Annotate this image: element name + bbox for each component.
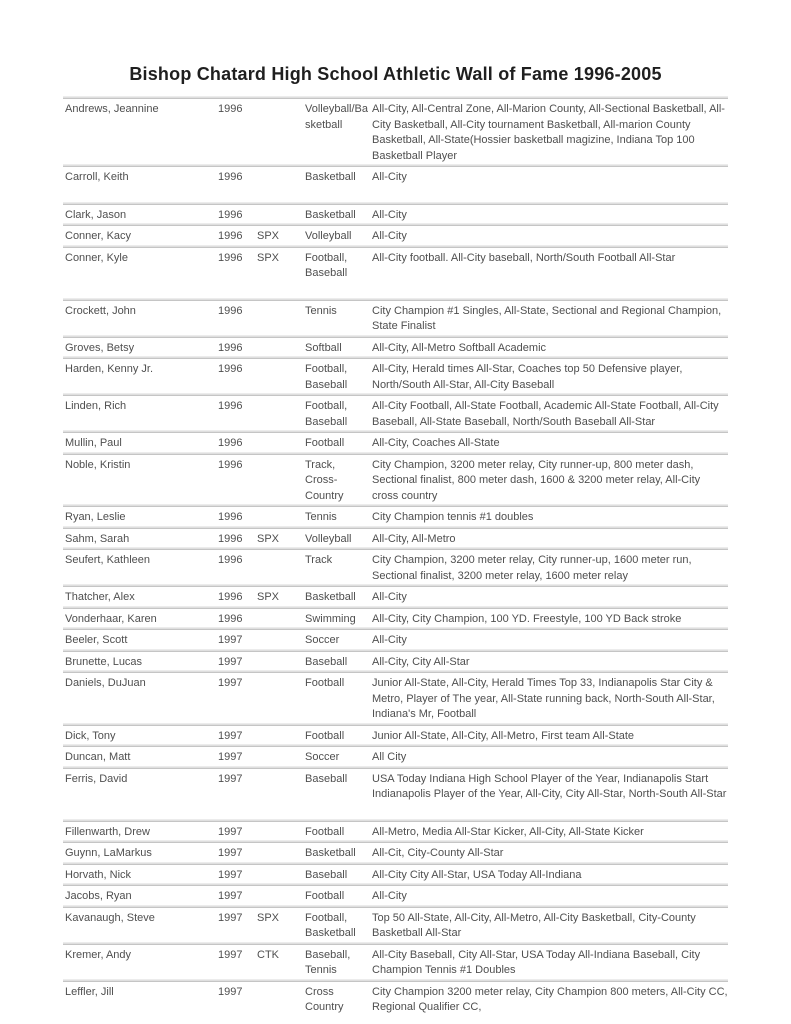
cell-honors: City Champion tennis #1 doubles: [372, 511, 534, 523]
cell-code: SPX: [257, 591, 280, 603]
cell-name: Dick, Tony: [65, 729, 116, 742]
cell-year: 1996: [218, 612, 243, 625]
table-row: [63, 819, 728, 841]
cell-honors: All-City, Coaches All-State: [372, 437, 500, 449]
cell-honors: All-Cit, City-County All-Star: [372, 847, 504, 859]
cell-honors: All-City football. All-City baseball, North/South Football All-Star: [372, 251, 676, 264]
cell-code: SPX: [257, 911, 280, 924]
cell-code: SPX: [257, 251, 280, 264]
cell-sport: Football, Baseball: [305, 363, 348, 391]
table-row: [63, 862, 728, 884]
table-row: [63, 905, 728, 942]
cell-honors: Junior All-State, All-City, Herald Times Top 33, Indianapolis Star City & Metro, Player of The year, All-State running back, North-South All-Star, Indiana's Mr, Football: [372, 677, 715, 720]
cell-year: 1996: [218, 341, 243, 354]
cell-honors: All-City, City Champion, 100 YD. Freestyle, 100 YD Back stroke: [372, 612, 682, 625]
cell-sport: Basketball: [305, 847, 356, 859]
table-row: [63, 547, 728, 584]
cell-honors: City Champion 3200 meter relay, City Champion 800 meters, All-City CC, Regional Qualifier CC,: [372, 985, 728, 1013]
cell-name: Clark, Jason: [65, 208, 127, 221]
table-row: [63, 723, 728, 745]
cell-sport: Softball: [305, 341, 342, 354]
cell-sport: Cross Country: [305, 985, 344, 1013]
cell-honors: All-City City All-Star, USA Today All-Indiana: [372, 868, 582, 881]
cell-honors: Top 50 All-State, All-City, All-Metro, All-City Basketball, City-County Basketball All-Star: [372, 911, 696, 939]
cell-year: 1996: [218, 103, 243, 115]
cell-code: SPX: [257, 230, 280, 242]
cell-honors: All-City: [372, 591, 407, 603]
cell-year: 1997: [218, 847, 243, 859]
cell-sport: Basketball: [305, 171, 356, 183]
cell-name: Vonderhaar, Karen: [65, 612, 157, 625]
cell-name: Daniels, DuJuan: [65, 677, 146, 689]
cell-year: 1997: [218, 655, 243, 668]
cell-sport: Football, Basketball: [305, 911, 356, 939]
cell-sport: Football: [305, 729, 345, 742]
cell-code: CTK: [257, 948, 279, 961]
cell-name: Crockett, John: [65, 304, 136, 317]
cell-name: Noble, Kristin: [65, 458, 131, 471]
cell-honors: All-City: [372, 208, 407, 221]
cell-honors: City Champion, 3200 meter relay, City runner-up, 1600 meter run, Sectional finalist, 3200 meter relay, 1600 meter relay: [372, 554, 692, 582]
cell-sport: Football, Baseball: [305, 400, 348, 428]
cell-year: 1996: [218, 304, 243, 317]
cell-name: Thatcher, Alex: [65, 591, 135, 603]
cell-sport: Track: [305, 554, 333, 566]
cell-name: Kremer, Andy: [65, 948, 132, 961]
table-row: [63, 979, 728, 1016]
table-row: [63, 670, 728, 723]
cell-year: 1997: [218, 729, 243, 742]
table-row: [63, 766, 728, 819]
table-row: [63, 356, 728, 393]
cell-name: Fillenwarth, Drew: [65, 825, 150, 838]
cell-name: Harden, Kenny Jr.: [65, 363, 154, 375]
table-row: [63, 335, 728, 357]
cell-honors: All-City: [372, 171, 407, 183]
cell-name: Conner, Kacy: [65, 230, 132, 242]
cell-year: 1996: [218, 363, 243, 375]
cell-honors: All-Metro, Media All-Star Kicker, All-City, All-State Kicker: [372, 825, 644, 838]
cell-honors: All-City Football, All-State Football, Academic All-State Football, All-City Baseball, All-State Baseball, North/South Baseball All-Star: [372, 400, 719, 428]
cell-sport: Volleyball: [305, 532, 352, 545]
table-row: [63, 883, 728, 905]
cell-year: 1996: [218, 458, 243, 471]
cell-name: Ferris, David: [65, 772, 128, 785]
cell-name: Beeler, Scott: [65, 634, 128, 646]
cell-name: Sahm, Sarah: [65, 532, 130, 545]
cell-year: 1997: [218, 751, 243, 763]
cell-year: 1997: [218, 825, 243, 838]
table-row: [63, 245, 728, 298]
cell-year: 1996: [218, 591, 243, 603]
cell-year: 1996: [218, 511, 243, 523]
table-row: [63, 298, 728, 335]
cell-sport: Tennis: [305, 304, 337, 317]
table-row: [63, 649, 728, 671]
table-row: [63, 942, 728, 979]
cell-sport: Football: [305, 825, 345, 838]
cell-year: 1996: [218, 171, 243, 183]
cell-year: 1997: [218, 911, 243, 924]
table-row: [63, 164, 728, 202]
cell-honors: USA Today Indiana High School Player of the Year, Indianapolis Start Indianapolis Player of the Year, All-City, City All-Star, North-South All-Star: [372, 772, 727, 800]
wall-of-fame-table: [63, 96, 728, 1016]
table-row: [63, 393, 728, 430]
cell-year: 1997: [218, 868, 243, 881]
table-row: [63, 223, 728, 245]
cell-year: 1997: [218, 985, 243, 998]
cell-year: 1996: [218, 532, 243, 545]
cell-year: 1996: [218, 230, 243, 242]
cell-name: Linden, Rich: [65, 400, 127, 412]
cell-name: Brunette, Lucas: [65, 655, 143, 668]
cell-name: Jacobs, Ryan: [65, 890, 132, 902]
cell-sport: Volleyball: [305, 230, 352, 242]
table-row: [63, 526, 728, 548]
cell-honors: All-City, All-Metro: [372, 532, 456, 545]
cell-year: 1997: [218, 890, 243, 902]
cell-year: 1996: [218, 251, 243, 264]
cell-sport: Tennis: [305, 511, 337, 523]
table-row: [63, 452, 728, 505]
table-row: [63, 606, 728, 628]
cell-year: 1996: [218, 554, 243, 566]
table-row: [63, 430, 728, 452]
table-row: [63, 840, 728, 862]
cell-sport: Swimming: [305, 612, 356, 625]
cell-name: Ryan, Leslie: [65, 511, 126, 523]
cell-name: Kavanaugh, Steve: [65, 911, 155, 924]
cell-sport: Football: [305, 677, 345, 689]
cell-honors: All City: [372, 751, 407, 763]
table-row: [63, 627, 728, 649]
cell-sport: Basketball: [305, 208, 356, 221]
cell-sport: Soccer: [305, 634, 340, 646]
cell-honors: All-City, City All-Star: [372, 655, 470, 668]
cell-name: Seufert, Kathleen: [65, 554, 151, 566]
cell-name: Carroll, Keith: [65, 171, 129, 183]
cell-honors: All-City, Herald times All-Star, Coaches top 50 Defensive player, North/South All-Star, All-City Baseball: [372, 363, 683, 391]
cell-sport: Basketball: [305, 591, 356, 603]
table-row: [63, 584, 728, 606]
cell-name: Andrews, Jeannine: [65, 103, 159, 115]
cell-honors: All-City, All-Central Zone, All-Marion County, All-Sectional Basketball, All-City Basketball, All-City tournament Basketball, All-marion County Basketball, All-State(Hossier basketball magizine, Indiana Top 100 Basketball Player: [372, 103, 725, 162]
cell-honors: City Champion, 3200 meter relay, City runner-up, 800 meter dash, Sectional finalist, 800 meter dash, 1600 & 3200 meter relay, All-City cross country: [372, 458, 701, 502]
cell-sport: Baseball: [305, 655, 348, 668]
table-row: [63, 202, 728, 224]
cell-name: Duncan, Matt: [65, 751, 131, 763]
cell-honors: All-City: [372, 230, 407, 242]
page-title: Bishop Chatard High School Athletic Wall of Fame 1996-2005: [129, 64, 662, 84]
cell-honors: All-City, All-Metro Softball Academic: [372, 341, 547, 354]
cell-sport: Football: [305, 890, 345, 902]
cell-year: 1997: [218, 772, 243, 785]
table-row: [63, 504, 728, 526]
cell-sport: Track, Cross-Country: [305, 458, 344, 502]
cell-year: 1997: [218, 634, 243, 646]
cell-year: 1997: [218, 948, 243, 961]
cell-sport: Volleyball/Basketball: [305, 103, 368, 131]
cell-name: Horvath, Nick: [65, 868, 132, 881]
cell-honors: All-City: [372, 890, 407, 902]
cell-sport: Baseball: [305, 772, 348, 785]
cell-sport: Football: [305, 437, 345, 449]
table-row: [63, 96, 728, 164]
cell-name: Mullin, Paul: [65, 437, 122, 449]
cell-year: 1996: [218, 400, 243, 412]
cell-year: 1996: [218, 437, 243, 449]
cell-name: Guynn, LaMarkus: [65, 847, 152, 859]
cell-honors: All-City: [372, 634, 407, 646]
cell-honors: Junior All-State, All-City, All-Metro, First team All-State: [372, 729, 635, 742]
cell-year: 1997: [218, 677, 243, 689]
cell-name: Conner, Kyle: [65, 251, 128, 264]
cell-name: Groves, Betsy: [65, 341, 135, 354]
cell-name: Leffler, Jill: [65, 985, 114, 998]
cell-code: SPX: [257, 532, 280, 545]
cell-honors: City Champion #1 Singles, All-State, Sectional and Regional Champion, State Finalist: [372, 304, 722, 332]
cell-sport: Soccer: [305, 751, 340, 763]
table-row: [63, 744, 728, 766]
cell-year: 1996: [218, 208, 243, 221]
cell-honors: All-City Baseball, City All-Star, USA Today All-Indiana Baseball, City Champion Tennis #1 Doubles: [372, 948, 701, 976]
cell-sport: Baseball: [305, 868, 348, 881]
cell-sport: Football, Baseball: [305, 251, 348, 279]
cell-sport: Baseball, Tennis: [305, 948, 351, 976]
